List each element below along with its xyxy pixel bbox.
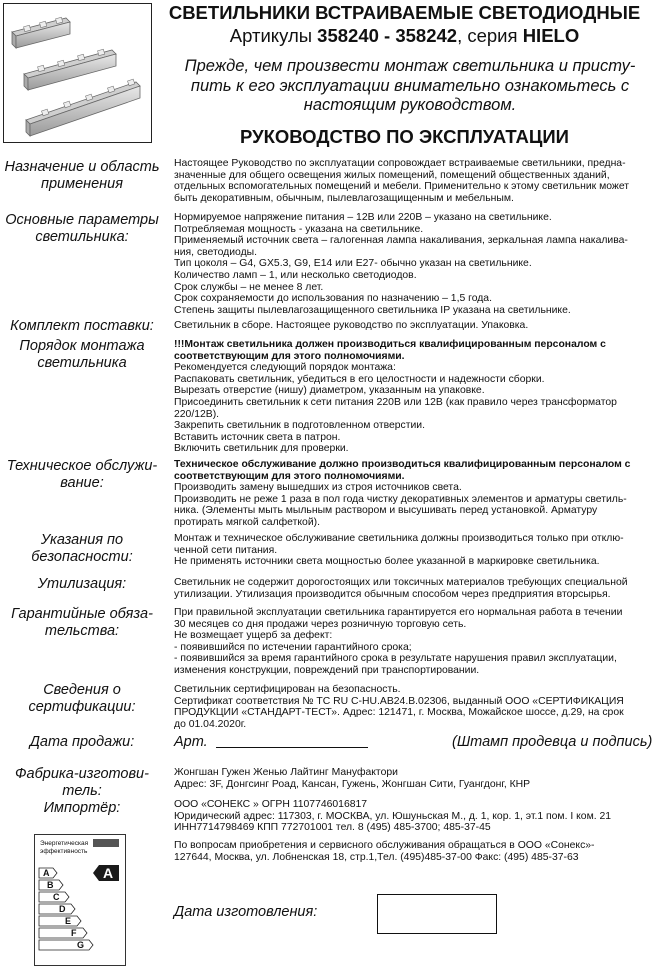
- energy-class: B: [47, 880, 54, 890]
- text-line-bold: соответствующим для этого полномочиями.: [174, 470, 405, 482]
- energy-title-line: Энергетическая: [40, 840, 89, 847]
- text-line: Присоединить светильник к сети питания 220В или 12В (как правило через трансформатор: [174, 396, 617, 408]
- text-line: 30 месяцев со дня продажи через розничную торговую сеть.: [174, 618, 467, 630]
- warranty-text: [174, 607, 654, 677]
- text-line: Не применять источники света мощностью более указанной в маркировке светильника.: [174, 556, 600, 568]
- energy-class: E: [65, 916, 72, 926]
- install-label: Порядок монтажа светильника: [19, 338, 145, 371]
- product-image: [3, 3, 152, 143]
- text-line-bold: !!!Монтаж светильника должен производиться квалифицированным персоналом с: [174, 339, 606, 350]
- stamp-note: (Штамп продевца и подпись): [452, 734, 653, 750]
- importer-label: Импортёр:: [43, 800, 121, 816]
- text-line: Включить светильник для проверки.: [174, 443, 349, 455]
- install-text: [174, 339, 654, 455]
- document-title: СВЕТИЛЬНИКИ ВСТРАИВАЕМЫЕ СВЕТОДИОДНЫЕ: [168, 2, 641, 23]
- articles-line: [152, 25, 657, 47]
- text-line: до 01.04.2020г.: [174, 718, 247, 730]
- text-line: Закрепить светильник в подготовленном отверстии.: [174, 420, 426, 432]
- params-text: [174, 212, 654, 316]
- energy-title-line: эффективность: [40, 847, 88, 855]
- cert-text: [174, 684, 654, 730]
- text-line: ченной сети питания.: [174, 544, 278, 556]
- text-line: Распаковать светильник, убедиться в его целостности и надежности сборки.: [174, 373, 545, 385]
- article-field-line[interactable]: [216, 747, 368, 748]
- manufacture-date-label: Дата изготовления:: [174, 904, 318, 920]
- purpose-text: [174, 158, 654, 204]
- text-line: Юридический адрес: 117303, г. МОСКВА, ул. Юшуньская М., д. 1, кор. 1, эт.1 пом. I ком. 21: [174, 810, 612, 822]
- text-line: По вопросам приобретения и сервисного обслуживания обращаться в ООО «Сонекс»-: [174, 840, 595, 851]
- text-line: Монтаж и техническое обслуживание светильника должны производиться только при отклю-: [174, 533, 624, 544]
- text-line: ИНН7714798469 КПП 772701001 тел. 8 (495) 485-3700; 485-37-45: [174, 822, 491, 834]
- text-line: 127644, Москва, ул. Лобненская 18, стр.1,Тел. (495)485-37-00 Факс: (495) 485-37-63: [174, 851, 579, 863]
- text-line: Производить не реже 1 раза в пол года чистку декоративных элементов и арматуры светиль-: [174, 493, 627, 505]
- text-line: быть декоративным, обычным, пылевлагозащищенным и мебельным.: [174, 192, 514, 204]
- luminaire-illustration: [4, 4, 150, 141]
- text-line: ПРОДУКЦИИ «СТАНДАРТ-ТЕСТ». Адрес: 121471, г. Москва, Можайское шоссе, д.29, на срок: [174, 707, 624, 719]
- fixture-medium: [24, 49, 116, 90]
- cert-label: Сведения о сертификации:: [28, 682, 136, 715]
- kit-text: [174, 320, 654, 332]
- energy-rating: A: [103, 865, 114, 881]
- safety-label: Указания по безопасности:: [31, 532, 133, 565]
- energy-class: F: [71, 928, 77, 938]
- text-line: изменения конструкции, повреждений при транспортировании.: [174, 664, 480, 676]
- text-line: Срок сохраняемости до использования по назначению – 1,5 года.: [174, 293, 492, 305]
- factory-text: [174, 767, 654, 790]
- text-line: При правильной эксплуатации светильника гарантируется его нормальная работа в течении: [174, 607, 623, 618]
- warranty-label: Гарантийные обяза- тельства:: [11, 606, 153, 639]
- service-text: [174, 459, 654, 529]
- energy-class: A: [43, 868, 50, 878]
- manufacture-date-box[interactable]: [377, 894, 497, 934]
- energy-efficiency-label: [34, 834, 126, 966]
- safety-text: [174, 533, 654, 568]
- manual-title: РУКОВОДСТВО ПО ЭКСПЛУАТАЦИИ: [240, 126, 569, 147]
- service-label: Техническое обслужи- вание:: [6, 458, 158, 491]
- text-line: Степень защиты пылевлагозащищенного светильника IP указана на светильнике.: [174, 304, 571, 316]
- sale-date-label: Дата продажи:: [29, 734, 135, 750]
- params-label: Основные параметры светильника:: [5, 212, 159, 245]
- text-line: отдельных вспомогательных помещений и мебели. Применительно к этому светильник может: [174, 181, 630, 193]
- articles-prefix: Артикулы: [229, 25, 318, 46]
- energy-class: C: [53, 892, 60, 902]
- text-line: ника. (Элементы мыть мыльным раствором и высушивать перед установкой. Арматуру: [174, 505, 598, 517]
- disposal-label: Утилизация:: [37, 576, 127, 592]
- text-line: Потребляемая мощность - указана на светильнике.: [174, 223, 424, 235]
- text-line: ООО «СОНЕКС » ОГРН 1107746016817: [174, 799, 368, 810]
- article-field-label: Арт.: [174, 734, 208, 750]
- energy-class-list: [43, 867, 84, 951]
- text-line: Производить замену вышедших из строя источников света.: [174, 482, 462, 494]
- read-warning: Прежде, чем произвести монтаж светильника и присту- пить к его эксплуатации внимательно ознакомьтесь с настоящим руководством.: [184, 57, 636, 114]
- text-line: Срок службы – не менее 8 лет.: [174, 281, 324, 293]
- text-line: Нормируемое напряжение питания – 12В или 220В – указано на светильнике.: [174, 212, 552, 223]
- fixture-long: [26, 79, 140, 136]
- text-line: Применяемый источник света – галогенная лампа накаливания, зеркальная лампа накалива-: [174, 235, 628, 247]
- kit-label: Комплект поставки:: [10, 318, 154, 334]
- importer-text: [174, 799, 654, 834]
- text-line: - появившийся по истечении гарантийного срока;: [174, 641, 412, 653]
- fixture-short: [12, 17, 70, 48]
- text-line: Сертификат соответствия № ТС RU C-HU.AB24.B.02306, выданный ООО «СЕРТИФИКАЦИЯ: [174, 695, 624, 707]
- text-line: Светильник сертифицирован на безопасность.: [174, 684, 401, 695]
- text-line: Адрес: 3F, Донгсинг Роад, Кансан, Гужень, Жонгшан Сити, Гуангдонг, КНР: [174, 778, 531, 790]
- energy-class: D: [59, 904, 66, 914]
- text-line: 220/12В).: [174, 408, 220, 420]
- text-line: протирать мягкой салфеткой).: [174, 516, 320, 528]
- text-line-bold: Техническое обслуживание должно производиться квалифицированным персоналом с: [174, 459, 631, 470]
- text-line: ния, светодиоды.: [174, 246, 258, 258]
- purpose-label: Назначение и область применения: [4, 159, 160, 192]
- articles-range: 358240 - 358242: [317, 25, 458, 46]
- text-line: - появившийся за время гарантийного срока в результате нарушения правил эксплуатации,: [174, 653, 617, 665]
- text-line: Тип цоколя – G4, GX5.3, G9, E14 или E27- обычно указан на светильнике.: [174, 258, 532, 270]
- text-line-bold: соответствующим для этого полномочиями.: [174, 350, 405, 362]
- text-line: утилизации. Утилизация производится обычным способом через предприятия вторсырья.: [174, 588, 611, 600]
- disposal-text: [174, 577, 654, 600]
- series-prefix: , серия: [457, 25, 523, 46]
- energy-class: G: [77, 940, 85, 950]
- text-line: Количество ламп – 1, или несколько светодиодов.: [174, 269, 417, 281]
- text-line: Жонгшан Гужен Женью Лайтинг Мануфактори: [174, 767, 398, 778]
- text-line: Рекомендуется следующий порядок монтажа:: [174, 362, 396, 374]
- support-text: [174, 840, 654, 863]
- text-line: значенные для общего освещения жилых помещений, помещений общественных зданий,: [174, 169, 610, 181]
- text-line: Вставить источник света в патрон.: [174, 431, 341, 443]
- text-line: Вырезать отверстие (нишу) диаметром, указанным на упаковке.: [174, 385, 485, 397]
- text-line: Светильник в сборе. Настоящее руководство по эксплуатации. Упаковка.: [174, 320, 529, 331]
- series-name: HIELO: [522, 25, 580, 46]
- text-line: Не возмещает ущерб за дефект:: [174, 630, 333, 642]
- factory-label: Фабрика-изготови- тель:: [15, 766, 149, 799]
- text-line: Настоящее Руководство по эксплуатации сопровождает встраиваемые светильники, предна-: [174, 158, 626, 169]
- text-line: Светильник не содержит дорогостоящих или токсичных материалов требующих специальной: [174, 577, 628, 588]
